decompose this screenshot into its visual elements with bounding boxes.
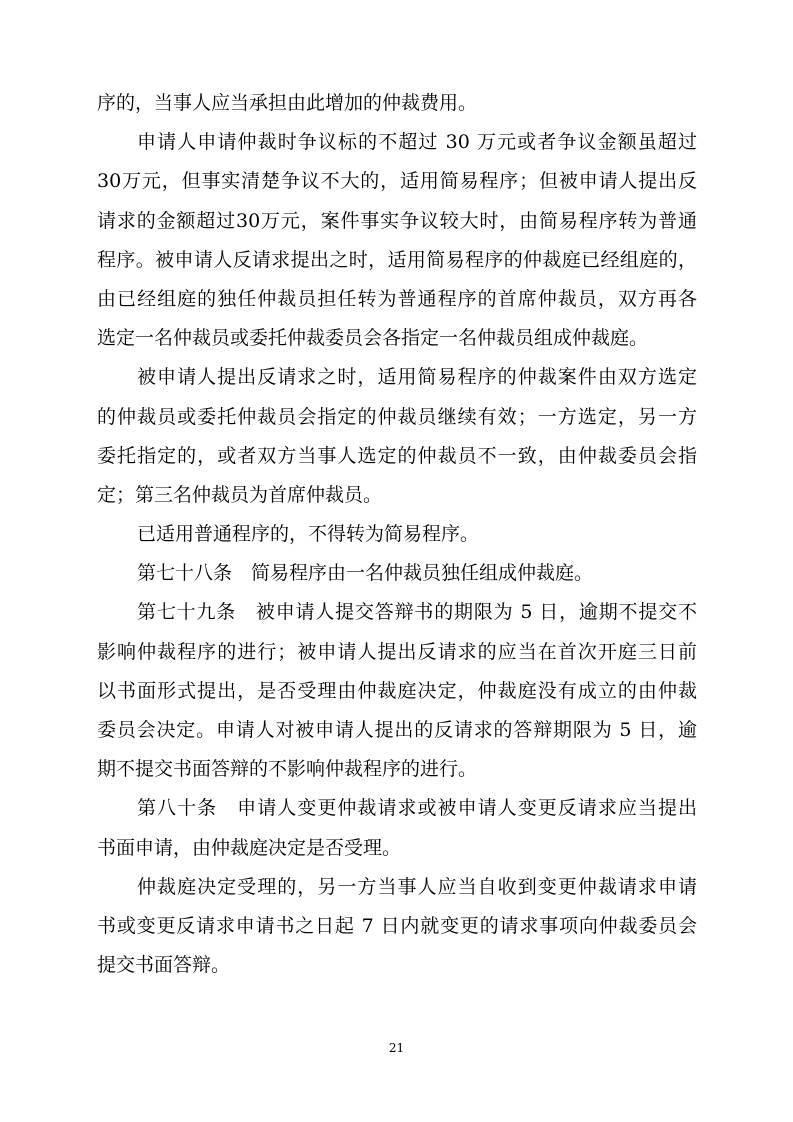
text-line: 委员会决定。申请人对被申请人提出的反请求的答辩期限为 5 日，逾 bbox=[97, 719, 697, 741]
text-line: 的仲裁员或委托仲裁员会指定的仲裁员继续有效；一方选定，另一方 bbox=[97, 405, 697, 428]
article-78-line: 第七十八条 简易程序由一名仲裁员独任组成仲裁庭。 bbox=[137, 562, 594, 585]
text-line: 程序。被申请人反请求提出之时，适用简易程序的仲裁庭已经组庭的， bbox=[97, 248, 697, 271]
text-line: 序的，当事人应当承担由此增加的仲裁费用。 bbox=[97, 92, 478, 114]
text-line: 仲裁庭决定受理的，另一方当事人应当自收到变更仲裁请求申请 bbox=[137, 875, 697, 898]
text-line: 由已经组庭的独任仲裁员担任转为普通程序的首席仲裁员，双方再各 bbox=[97, 287, 697, 310]
text-line: 30万元，但事实清楚争议不大的，适用简易程序；但被申请人提出反 bbox=[97, 170, 697, 193]
article-80-line: 第八十条 申请人变更仲裁请求或被申请人变更反请求应当提出 bbox=[137, 797, 697, 820]
text-line: 选定一名仲裁员或委托仲裁委员会各指定一名仲裁员组成仲裁庭。 bbox=[97, 327, 649, 350]
article-79-line: 第七十九条 被申请人提交答辩书的期限为 5 日，逾期不提交不 bbox=[137, 601, 697, 624]
text-line: 影响仲裁程序的进行；被申请人提出反请求的应当在首次开庭三日前 bbox=[97, 640, 697, 663]
text-line: 期不提交书面答辩的不影响仲裁程序的进行。 bbox=[97, 758, 478, 781]
page-number: 21 bbox=[388, 1041, 405, 1055]
body-text bbox=[97, 84, 697, 985]
text-line: 以书面形式提出，是否受理由仲裁庭决定，仲裁庭没有成立的由仲裁 bbox=[97, 679, 697, 702]
text-line: 委托指定的，或者双方当事人选定的仲裁员不一致，由仲裁委员会指 bbox=[97, 444, 697, 467]
text-line: 请求的金额超过30万元，案件事实争议较大时，由简易程序转为普通 bbox=[97, 209, 697, 232]
text-line: 提交书面答辩。 bbox=[97, 954, 231, 977]
text-line: 定；第三名仲裁员为首席仲裁员。 bbox=[97, 483, 383, 506]
text-line: 书面申请，由仲裁庭决定是否受理。 bbox=[97, 836, 402, 859]
text-line: 书或变更反请求申请书之日起 7 日内就变更的请求事项向仲裁委员会 bbox=[97, 914, 697, 937]
text-line: 申请人申请仲裁时争议标的不超过 30 万元或者争议金额虽超过 bbox=[137, 131, 697, 154]
text-line: 已适用普通程序的，不得转为简易程序。 bbox=[137, 523, 480, 546]
text-line: 被申请人提出反请求之时，适用简易程序的仲裁案件由双方选定 bbox=[137, 366, 697, 389]
